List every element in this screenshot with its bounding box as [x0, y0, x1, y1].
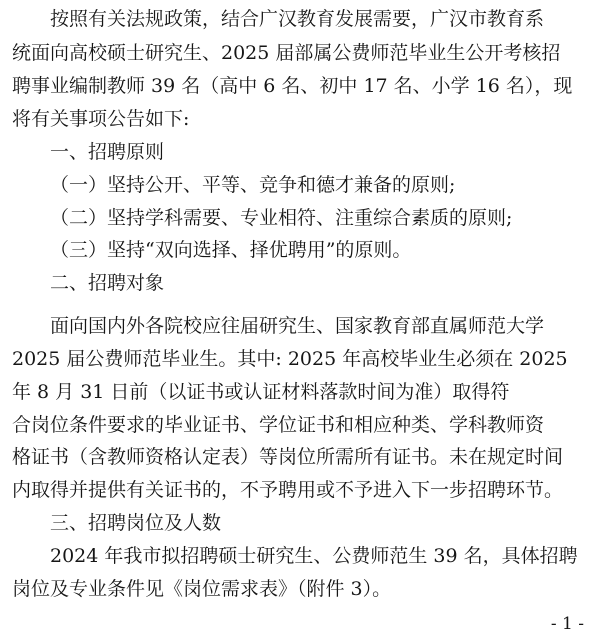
section-2-line-3: 年 8 月 31 日前（以证书或认证材料落款时间为准）取得符	[12, 381, 510, 403]
section-2-line-6: 内取得并提供有关证书的，不予聘用或不予进入下一步招聘环节。	[12, 479, 564, 501]
section-2-heading: 二、招聘对象	[50, 272, 165, 294]
intro-line-1: 按照有关法规政策，结合广汉教育发展需要，广汉市教育系	[50, 8, 545, 30]
intro-line-4: 将有关事项公告如下:	[12, 108, 190, 130]
intro-line-3: 聘事业编制教师 39 名（高中 6 名、初中 17 名、小学 16 名），现	[12, 75, 573, 97]
section-3-line-1: 2024 年我市拟招聘硕士研究生、公费师范生 39 名，具体招聘	[50, 545, 578, 567]
page-number: - 1 -	[550, 614, 584, 634]
section-2-line-5: 格证书（含教师资格认定表）等岗位所需所有证书。未在规定时间	[12, 446, 564, 468]
section-2-line-1: 面向国内外各院校应往届研究生、国家教育部直属师范大学	[50, 315, 545, 337]
principle-item-3: （三）坚持“双向选择、择优聘用”的原则。	[50, 239, 412, 261]
principle-item-1: （一）坚持公开、平等、竞争和德才兼备的原则;	[50, 174, 456, 196]
intro-line-2: 统面向高校硕士研究生、2025 届部属公费师范毕业生公开考核招	[12, 42, 561, 64]
principle-item-2: （二）坚持学科需要、专业相符、注重综合素质的原则;	[50, 207, 513, 229]
section-2-line-4: 合岗位条件要求的毕业证书、学位证书和相应种类、学科教师资	[12, 414, 545, 436]
section-3-heading: 三、招聘岗位及人数	[50, 512, 222, 534]
section-1-heading: 一、招聘原则	[50, 141, 165, 163]
section-2-line-2: 2025 届公费师范毕业生。其中: 2025 年高校毕业生必须在 2025	[12, 348, 568, 370]
section-3-line-2: 岗位及专业条件见《岗位需求表》（附件 3）。	[12, 578, 392, 600]
